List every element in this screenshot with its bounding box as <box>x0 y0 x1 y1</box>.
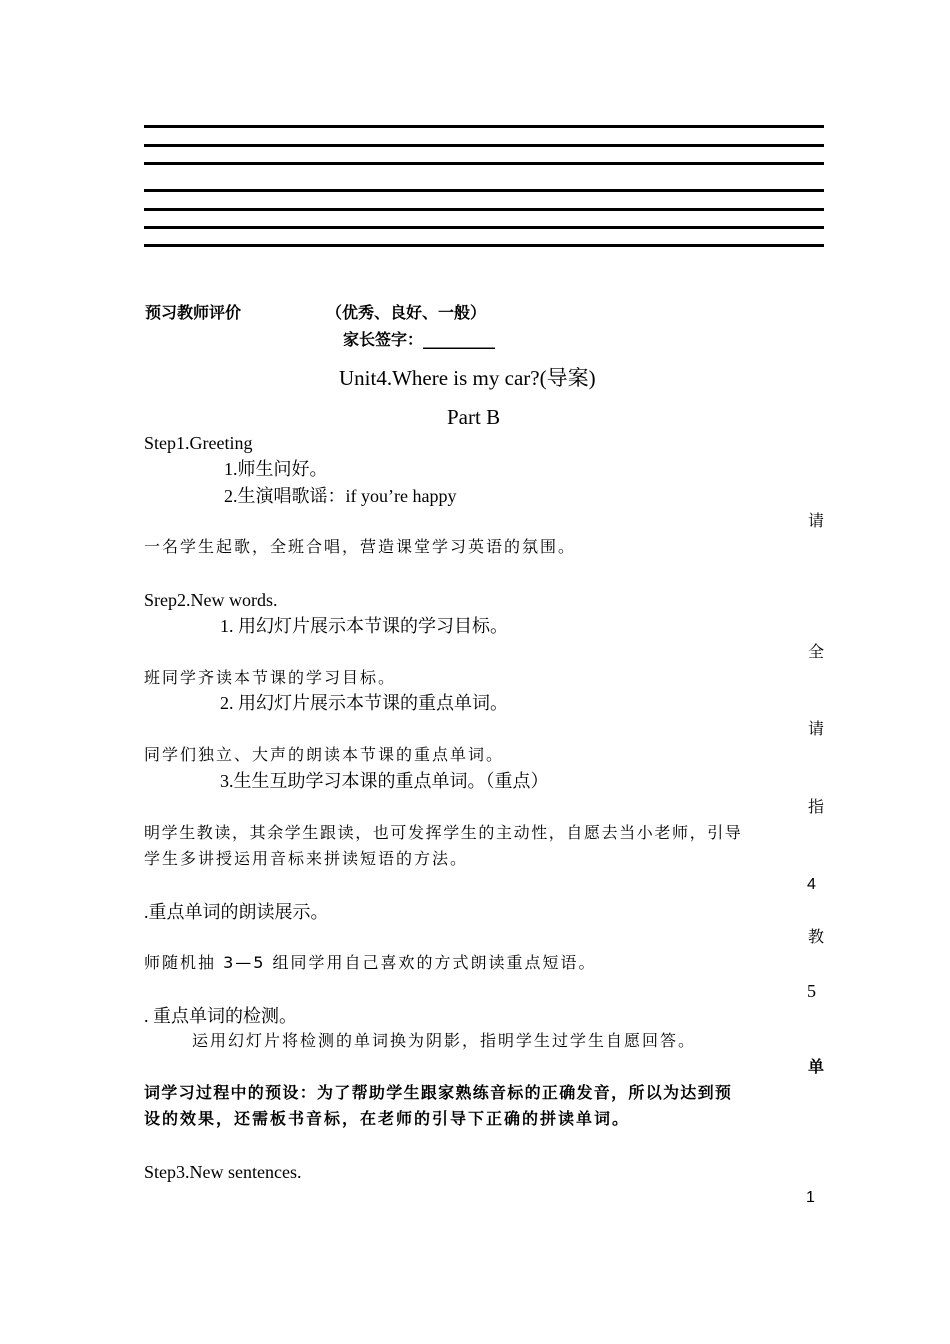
margin-char: 全 <box>808 642 827 661</box>
step3-heading: Step3.New sentences. <box>144 1162 302 1182</box>
writing-line <box>144 144 824 147</box>
margin-char: 4 <box>807 876 816 893</box>
writing-line <box>144 244 824 247</box>
step2-note: 明学生教读，其余学生跟读，也可发挥学生的主动性，自愿去当小老师，引导 <box>144 823 743 842</box>
writing-line <box>144 208 824 211</box>
step2-note: 班同学齐读本节课的学习目标。 <box>144 668 397 687</box>
margin-char: 请 <box>808 511 827 530</box>
evaluation-label: 预习教师评价 <box>145 303 242 322</box>
writing-line <box>144 125 824 128</box>
evaluation-options: （优秀、良好、一般） <box>326 303 487 322</box>
step2-item: 1. 用幻灯片展示本节课的学习目标。 <box>220 616 508 636</box>
writing-line <box>144 189 824 192</box>
writing-line <box>144 226 824 229</box>
step1-item: 2.生演唱歌谣：if you’re happy <box>224 486 457 506</box>
parent-signature: 家长签字：_________ <box>343 330 496 349</box>
step2-note: 同学们独立、大声的朗读本节课的重点单词。 <box>144 745 505 764</box>
step2-item: .重点单词的朗读展示。 <box>144 902 329 922</box>
page-number: 1 <box>806 1189 815 1206</box>
step2-heading: Srep2.New words. <box>144 590 278 610</box>
page-subtitle: Part B <box>447 405 501 429</box>
margin-char: 教 <box>808 927 827 946</box>
margin-char: 5 <box>807 981 816 1001</box>
step1-heading: Step1.Greeting <box>144 433 253 453</box>
step1-note: 一名学生起歌，全班合唱，营造课堂学习英语的氛围。 <box>144 537 577 556</box>
step1-item: 1.师生问好。 <box>224 459 328 479</box>
margin-char: 单 <box>808 1057 827 1076</box>
page-title: Unit4.Where is my car?(导案) <box>339 366 596 390</box>
preset-note: 设的效果，还需板书音标，在老师的引导下正确的拼读单词。 <box>144 1109 631 1128</box>
step2-item: 2. 用幻灯片展示本节课的重点单词。 <box>220 693 508 713</box>
margin-char: 请 <box>808 719 827 738</box>
step2-note: 师随机抽 3—5 组同学用自己喜欢的方式朗读重点短语。 <box>144 953 597 972</box>
step2-note: 运用幻灯片将检测的单词换为阴影，指明学生过学生自愿回答。 <box>192 1031 697 1050</box>
margin-char: 指 <box>808 797 827 816</box>
step2-item: 3.生生互助学习本课的重点单词。（重点） <box>220 771 549 791</box>
step2-item: . 重点单词的检测。 <box>144 1006 297 1026</box>
writing-line <box>144 162 824 165</box>
preset-note: 词学习过程中的预设：为了帮助学生跟家熟练音标的正确发音，所以为达到预 <box>144 1083 733 1102</box>
step2-note: 学生多讲授运用音标来拼读短语的方法。 <box>144 849 469 868</box>
